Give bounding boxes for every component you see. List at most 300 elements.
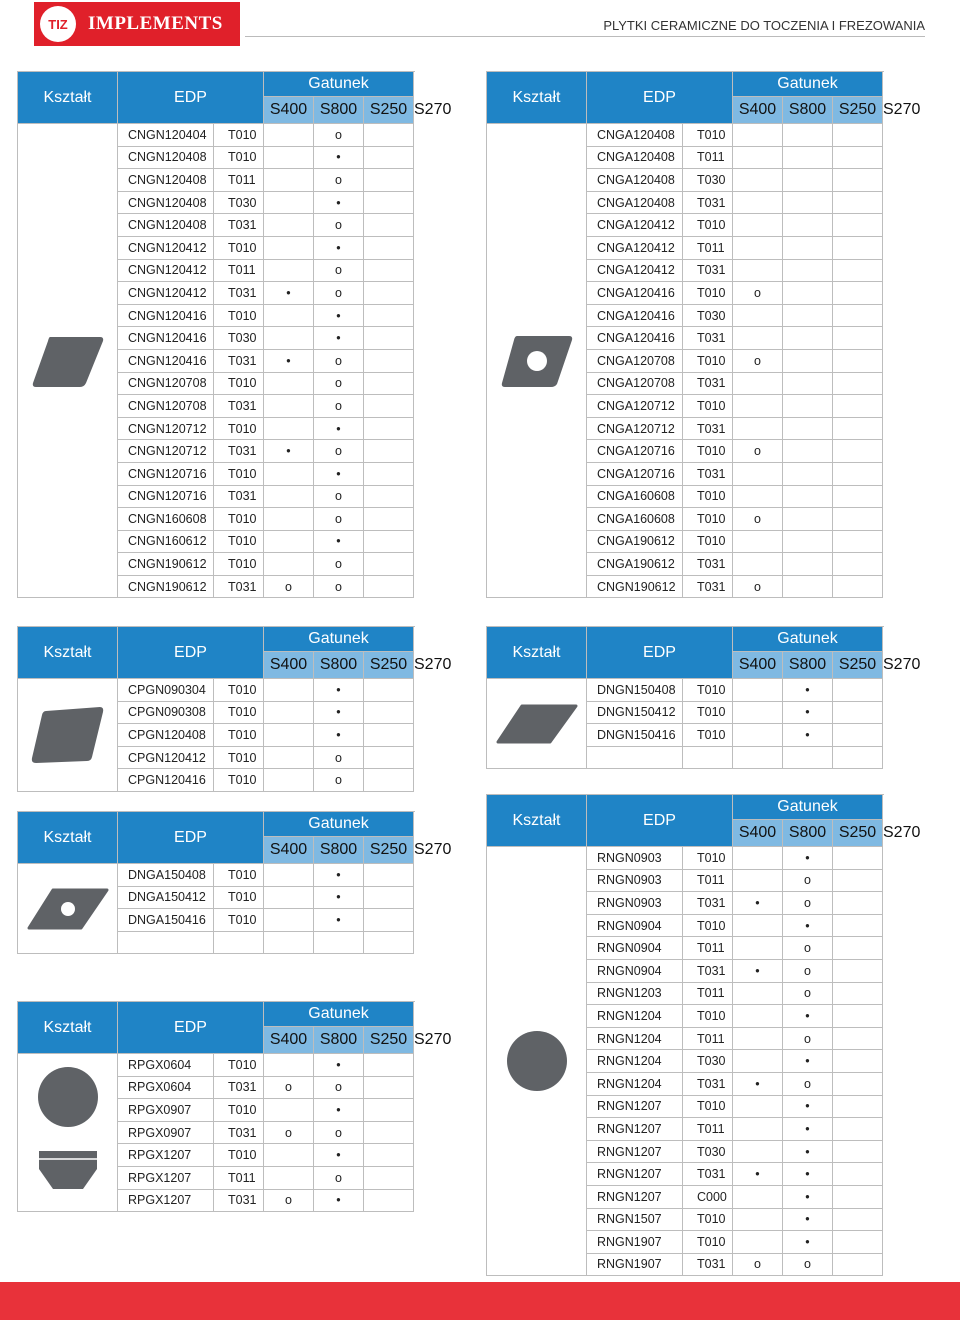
edp-code: CNGA120712 [587, 417, 683, 440]
grade-code: T010 [214, 769, 264, 792]
edp-header: EDP [118, 627, 264, 679]
availability-mark [264, 886, 314, 909]
availability-mark [364, 508, 414, 531]
edp-code: DNGN150408 [587, 679, 683, 702]
grade-code: T031 [214, 282, 264, 305]
availability-mark [733, 417, 783, 440]
edp-code: RPGX1207 [118, 1144, 214, 1167]
availability-mark [833, 679, 883, 702]
grade-code: T011 [683, 937, 733, 960]
availability-mark [733, 462, 783, 485]
availability-mark [783, 395, 833, 418]
grade-code: T010 [214, 124, 264, 147]
availability-mark: • [314, 679, 364, 702]
brand-logo [34, 2, 240, 46]
edp-code: RNGN0904 [587, 937, 683, 960]
grade-code: T031 [683, 417, 733, 440]
availability-mark: • [314, 146, 364, 169]
availability-mark: • [264, 440, 314, 463]
edp-code: RPGX0604 [118, 1054, 214, 1077]
availability-mark [833, 508, 883, 531]
availability-mark [783, 417, 833, 440]
availability-mark: • [314, 909, 364, 932]
edp-code: CPGN090308 [118, 701, 214, 724]
availability-mark [833, 214, 883, 237]
shape-header: Kształt [18, 812, 118, 864]
availability-mark [833, 440, 883, 463]
availability-mark [833, 236, 883, 259]
availability-mark [833, 982, 883, 1005]
availability-mark [833, 1072, 883, 1095]
availability-mark: o [783, 1072, 833, 1095]
availability-mark [833, 530, 883, 553]
grade-code: T010 [214, 1144, 264, 1167]
availability-mark: o [733, 440, 783, 463]
edp-code: RNGN1207 [587, 1163, 683, 1186]
edp-header: EDP [587, 795, 733, 847]
grade-column-header: S250 [833, 820, 883, 847]
availability-mark: o [733, 575, 783, 598]
availability-mark [733, 124, 783, 147]
availability-mark: • [733, 959, 783, 982]
availability-mark [733, 372, 783, 395]
edp-code: RNGN0903 [587, 892, 683, 915]
availability-mark [364, 1054, 414, 1077]
edp-code: CNGN120412 [118, 259, 214, 282]
availability-mark [364, 236, 414, 259]
availability-mark [783, 462, 833, 485]
availability-mark [733, 191, 783, 214]
availability-mark: o [314, 553, 364, 576]
grade-column-header: S800 [783, 652, 833, 679]
edp-code [587, 746, 683, 769]
availability-mark: o [314, 440, 364, 463]
availability-mark [364, 1099, 414, 1122]
availability-mark [264, 146, 314, 169]
availability-mark [833, 1163, 883, 1186]
grade-column-header: S400 [733, 820, 783, 847]
edp-code [118, 931, 214, 954]
grade-code: T031 [683, 191, 733, 214]
availability-mark: o [314, 349, 364, 372]
grade-code: T010 [683, 914, 733, 937]
availability-mark [364, 146, 414, 169]
grade-column-header: S800 [314, 1027, 364, 1054]
availability-mark [783, 214, 833, 237]
availability-mark [264, 931, 314, 954]
availability-mark [264, 327, 314, 350]
availability-mark: o [314, 214, 364, 237]
availability-mark [733, 236, 783, 259]
availability-mark [264, 259, 314, 282]
availability-mark [364, 259, 414, 282]
grade-code: T031 [214, 575, 264, 598]
edp-code: RPGX1207 [118, 1166, 214, 1189]
grade-code: T010 [683, 440, 733, 463]
availability-mark [733, 327, 783, 350]
availability-mark: • [783, 679, 833, 702]
availability-mark [264, 214, 314, 237]
edp-code: CNGN120716 [118, 485, 214, 508]
edp-code: RPGX0907 [118, 1099, 214, 1122]
grade-code: T010 [683, 349, 733, 372]
shape-header: Kształt [487, 627, 587, 679]
grade-code: T010 [683, 724, 733, 747]
grade-code: T031 [683, 553, 733, 576]
shape-header: Kształt [18, 1002, 118, 1054]
grade-code: T011 [214, 169, 264, 192]
edp-code: RNGN1207 [587, 1095, 683, 1118]
grade-column-header: S250 [833, 652, 883, 679]
availability-mark [833, 1185, 883, 1208]
availability-mark [833, 959, 883, 982]
availability-mark [833, 485, 883, 508]
edp-code: RNGN1203 [587, 982, 683, 1005]
availability-mark [264, 1166, 314, 1189]
grade-code: T010 [214, 462, 264, 485]
edp-code: CNGN190612 [587, 575, 683, 598]
grade-code: T011 [214, 1166, 264, 1189]
grade-code: T010 [683, 1005, 733, 1028]
edp-code: CNGN120708 [118, 395, 214, 418]
edp-code: CNGN120408 [118, 169, 214, 192]
edp-header: EDP [118, 72, 264, 124]
edp-code: CNGN120712 [118, 440, 214, 463]
footer-bar [0, 1282, 960, 1320]
grade-code: T030 [683, 304, 733, 327]
edp-code: CNGN120416 [118, 304, 214, 327]
availability-mark [364, 327, 414, 350]
availability-mark: • [783, 1163, 833, 1186]
grade-code: T010 [214, 724, 264, 747]
availability-mark: o [314, 508, 364, 531]
availability-mark [783, 349, 833, 372]
edp-code: CNGN120712 [118, 417, 214, 440]
grade-column-header: S250 [364, 837, 414, 864]
availability-mark [364, 169, 414, 192]
availability-mark: o [314, 395, 364, 418]
availability-mark [833, 462, 883, 485]
availability-mark [364, 1166, 414, 1189]
edp-code: RNGN1907 [587, 1253, 683, 1276]
availability-mark: • [314, 724, 364, 747]
availability-mark [783, 169, 833, 192]
grade-code: T031 [683, 372, 733, 395]
grade-column-header: S250 [364, 652, 414, 679]
grade-code: T010 [683, 530, 733, 553]
availability-mark [364, 282, 414, 305]
grade-code: T011 [683, 869, 733, 892]
grade-header: Gatunek [264, 627, 414, 652]
availability-mark [833, 124, 883, 147]
edp-code: DNGA150408 [118, 864, 214, 887]
edp-code: CNGA120412 [587, 236, 683, 259]
availability-mark: • [783, 1208, 833, 1231]
edp-code: CNGA120412 [587, 214, 683, 237]
availability-mark [264, 553, 314, 576]
availability-mark: • [314, 701, 364, 724]
availability-mark [733, 937, 783, 960]
availability-mark: o [314, 169, 364, 192]
logo-badge: TIZ [40, 6, 76, 42]
grade-header: Gatunek [733, 795, 883, 820]
grade-code [214, 931, 264, 954]
shape-header: Kształt [487, 795, 587, 847]
availability-mark [833, 146, 883, 169]
grade-header: Gatunek [264, 72, 414, 97]
table-row [18, 1054, 414, 1077]
availability-mark [833, 1005, 883, 1028]
availability-mark [264, 462, 314, 485]
availability-mark [264, 304, 314, 327]
availability-mark [733, 395, 783, 418]
grade-code: T011 [214, 259, 264, 282]
availability-mark: o [733, 282, 783, 305]
availability-mark: o [264, 1121, 314, 1144]
grade-code: T031 [214, 214, 264, 237]
availability-mark: • [314, 304, 364, 327]
availability-mark [833, 724, 883, 747]
availability-mark: • [733, 1072, 783, 1095]
edp-code: CPGN090304 [118, 679, 214, 702]
edp-code: DNGN150416 [587, 724, 683, 747]
grade-code: T010 [683, 282, 733, 305]
grade-code: T010 [214, 886, 264, 909]
round-insert-icon [487, 847, 587, 1276]
availability-mark [733, 982, 783, 1005]
availability-mark [733, 847, 783, 870]
grade-code: T031 [214, 395, 264, 418]
availability-mark: • [783, 724, 833, 747]
availability-mark: o [783, 937, 833, 960]
availability-mark: • [783, 1118, 833, 1141]
availability-mark [833, 417, 883, 440]
availability-mark: o [264, 575, 314, 598]
availability-mark [833, 746, 883, 769]
availability-mark [364, 1189, 414, 1212]
availability-mark: o [314, 485, 364, 508]
grade-code: T010 [214, 1054, 264, 1077]
availability-mark [364, 485, 414, 508]
availability-mark [364, 1144, 414, 1167]
availability-mark [783, 282, 833, 305]
availability-mark [783, 530, 833, 553]
availability-mark [733, 1095, 783, 1118]
edp-code: DNGA150412 [118, 886, 214, 909]
availability-mark [733, 530, 783, 553]
availability-mark: • [264, 282, 314, 305]
availability-mark: o [783, 982, 833, 1005]
edp-code: CNGN120404 [118, 124, 214, 147]
availability-mark: • [783, 1140, 833, 1163]
availability-mark [833, 869, 883, 892]
availability-mark: o [314, 1121, 364, 1144]
availability-mark: • [314, 1054, 364, 1077]
grade-code: T030 [683, 169, 733, 192]
grade-code: T010 [214, 1099, 264, 1122]
grade-code: T010 [214, 508, 264, 531]
grade-code: T010 [214, 236, 264, 259]
availability-mark [833, 847, 883, 870]
availability-mark: • [314, 191, 364, 214]
grade-code: T010 [214, 530, 264, 553]
edp-code: RNGN1204 [587, 1005, 683, 1028]
round-insert-with-side-view-icon [18, 1054, 118, 1212]
availability-mark [833, 553, 883, 576]
grade-code: T010 [214, 553, 264, 576]
availability-mark [364, 931, 414, 954]
grade-column-header: S400 [264, 837, 314, 864]
edp-code: CPGN120412 [118, 746, 214, 769]
availability-mark: • [783, 701, 833, 724]
grade-column-header: S250 [833, 97, 883, 124]
availability-mark: • [314, 530, 364, 553]
availability-mark: • [314, 1144, 364, 1167]
availability-mark [364, 909, 414, 932]
availability-mark [733, 746, 783, 769]
grade-code: T011 [683, 1027, 733, 1050]
availability-mark: o [314, 259, 364, 282]
grade-code: T010 [683, 679, 733, 702]
edp-code: CNGN190612 [118, 553, 214, 576]
availability-mark: • [783, 1050, 833, 1073]
grade-code: T030 [683, 1050, 733, 1073]
grade-code: T011 [683, 146, 733, 169]
edp-code: RNGN1204 [587, 1050, 683, 1073]
grade-header: Gatunek [264, 812, 414, 837]
edp-code: RPGX0604 [118, 1076, 214, 1099]
grade-code: T010 [214, 417, 264, 440]
availability-mark: • [314, 1099, 364, 1122]
availability-mark [783, 327, 833, 350]
availability-mark: • [314, 462, 364, 485]
availability-mark [364, 462, 414, 485]
availability-mark [364, 1121, 414, 1144]
grade-code: T031 [214, 1076, 264, 1099]
availability-mark: • [733, 892, 783, 915]
availability-mark [364, 679, 414, 702]
availability-mark: • [783, 847, 833, 870]
grade-column-header: S400 [264, 97, 314, 124]
availability-mark [833, 1095, 883, 1118]
availability-mark [833, 1118, 883, 1141]
grade-code: T010 [683, 1208, 733, 1231]
grade-code: T031 [683, 575, 733, 598]
grade-code: T010 [683, 124, 733, 147]
availability-mark [733, 1050, 783, 1073]
availability-mark [264, 508, 314, 531]
availability-mark [364, 304, 414, 327]
grade-header: Gatunek [733, 627, 883, 652]
grade-column-header: S400 [264, 1027, 314, 1054]
availability-mark [264, 372, 314, 395]
availability-mark: o [783, 1253, 833, 1276]
grade-code: T011 [683, 236, 733, 259]
edp-code: RNGN1204 [587, 1027, 683, 1050]
availability-mark [733, 1208, 783, 1231]
availability-mark [833, 1253, 883, 1276]
edp-code: RNGN1204 [587, 1072, 683, 1095]
availability-mark: • [314, 417, 364, 440]
edp-code: CNGA120416 [587, 327, 683, 350]
edp-code: CNGA120716 [587, 440, 683, 463]
shape-header: Kształt [487, 72, 587, 124]
grade-column-header: S400 [264, 652, 314, 679]
availability-mark [783, 485, 833, 508]
edp-code: RNGN1207 [587, 1118, 683, 1141]
availability-mark: o [314, 124, 364, 147]
edp-code: RNGN1507 [587, 1208, 683, 1231]
availability-mark [733, 485, 783, 508]
availability-mark: • [264, 349, 314, 372]
availability-mark [733, 1005, 783, 1028]
availability-mark [733, 304, 783, 327]
availability-mark [783, 236, 833, 259]
grade-code: T010 [683, 1231, 733, 1254]
availability-mark [264, 1144, 314, 1167]
edp-code: CPGN120416 [118, 769, 214, 792]
availability-mark [783, 440, 833, 463]
availability-mark [783, 304, 833, 327]
availability-mark [733, 914, 783, 937]
cngn-table: Kształt EDP Gatunek S400 S800 S250 S270 CNGN120404 T010 o CNGN120408 T010 • CNGN120408 T011 o CNGN120408 T030 • CNGN120408 T031 o CNGN120412 T010 • CNGN120412 T011 o CNGN120412 T031 • o CNGN120416 T010 • CNGN120416 T030 • CNGN120416 T031 • o CNGN120708 T010 o CNGN120708 T031 o CNGN120712 T010 • CNGN120712 T031 • o CNGN120716 T010 • CNGN120716 T031 o CNGN160608 T010 o CNGN160612 T010 • CNGN190612 T010 o CNGN190612 T031 o o [17, 71, 414, 598]
grade-column-header: S800 [783, 97, 833, 124]
edp-code: CNGA120416 [587, 282, 683, 305]
edp-code: RPGX0907 [118, 1121, 214, 1144]
edp-code: RNGN1207 [587, 1140, 683, 1163]
availability-mark: • [314, 886, 364, 909]
logo-text: IMPLEMENTS [88, 13, 223, 34]
availability-mark: o [733, 1253, 783, 1276]
edp-code: CNGN190612 [118, 575, 214, 598]
availability-mark [264, 169, 314, 192]
availability-mark [733, 146, 783, 169]
edp-code: CNGN120408 [118, 214, 214, 237]
edp-code: CNGN120416 [118, 349, 214, 372]
availability-mark: • [783, 1095, 833, 1118]
edp-header: EDP [587, 627, 733, 679]
table-row [18, 864, 414, 887]
availability-mark [783, 124, 833, 147]
rhombus-insert-icon [18, 124, 118, 598]
edp-header: EDP [118, 812, 264, 864]
availability-mark: o [783, 869, 833, 892]
availability-mark [733, 169, 783, 192]
availability-mark: • [314, 236, 364, 259]
availability-mark [364, 701, 414, 724]
grade-column-header: S800 [314, 652, 364, 679]
availability-mark: • [314, 327, 364, 350]
grade-code: T010 [683, 395, 733, 418]
availability-mark [733, 701, 783, 724]
edp-code: RNGN0903 [587, 847, 683, 870]
availability-mark [783, 259, 833, 282]
grade-column-header: S800 [314, 837, 364, 864]
availability-mark [264, 417, 314, 440]
availability-mark [364, 724, 414, 747]
grade-code: T031 [683, 1253, 733, 1276]
edp-code: CNGA120408 [587, 124, 683, 147]
edp-code: CNGN120408 [118, 146, 214, 169]
edp-code: RNGN0903 [587, 869, 683, 892]
grade-code: T031 [683, 462, 733, 485]
availability-mark [833, 892, 883, 915]
availability-mark: o [783, 1027, 833, 1050]
grade-code: T030 [214, 327, 264, 350]
availability-mark [264, 236, 314, 259]
availability-mark [733, 869, 783, 892]
availability-mark [833, 1027, 883, 1050]
